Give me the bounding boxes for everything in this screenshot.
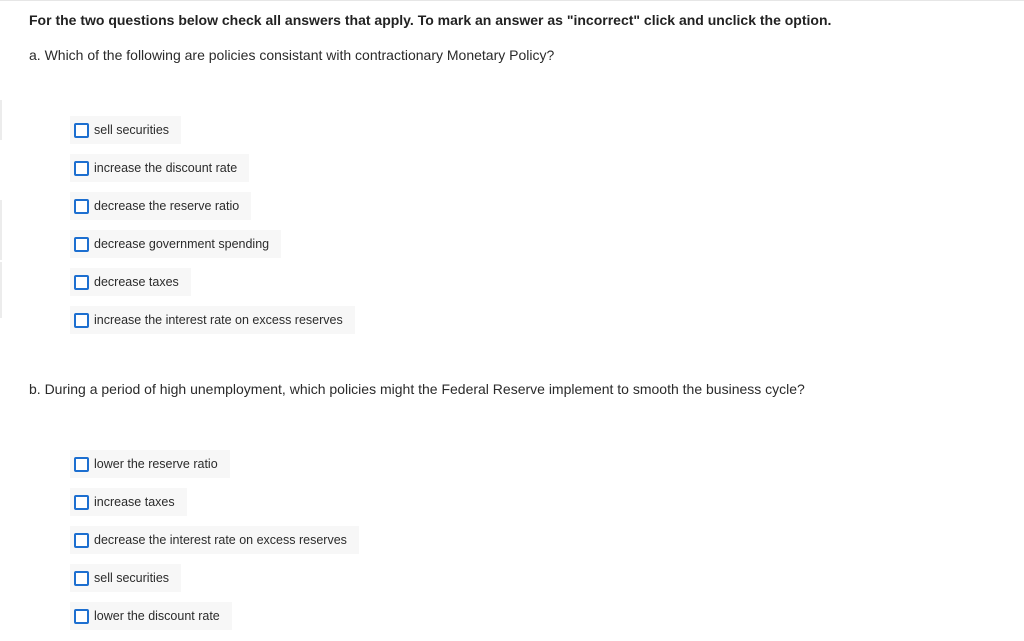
option-b-increase-taxes[interactable] [70,488,187,516]
option-b-lower-reserve-ratio[interactable] [70,450,230,478]
option-label: increase the interest rate on excess reserves [94,313,343,327]
option-a-decrease-taxes[interactable] [70,268,191,296]
option-label: decrease government spending [94,237,270,251]
option-label: lower the reserve ratio [94,457,218,471]
left-divider [0,100,2,140]
checkbox-icon[interactable] [74,609,89,624]
checkbox-icon[interactable] [74,533,89,548]
option-label: decrease the interest rate on excess reserves [94,533,347,547]
option-label: decrease taxes [94,275,179,289]
checkbox-icon[interactable] [74,457,89,472]
option-a-sell-securities[interactable] [70,116,181,144]
option-b-sell-securities[interactable] [70,564,181,592]
checkbox-icon[interactable] [74,495,89,510]
instructions-text: For the two questions below check all answers that apply. To mark an answer as "incorrect" click and unclick the option. [29,12,832,28]
option-a-increase-interest-excess-reserves[interactable] [70,306,355,334]
checkbox-icon[interactable] [74,199,89,214]
checkbox-icon[interactable] [74,275,89,290]
checkbox-icon[interactable] [74,571,89,586]
top-divider [0,0,1024,1]
option-a-increase-discount-rate[interactable] [70,154,249,182]
question-a-prompt: a. Which of the following are policies consistant with contractionary Monetary Policy? [29,47,555,63]
left-divider [0,262,2,318]
question-b-prompt: b. During a period of high unemployment, which policies might the Federal Reserve implement to smooth the business cycle? [29,381,805,397]
option-b-lower-discount-rate[interactable] [70,602,232,630]
checkbox-icon[interactable] [74,123,89,138]
option-label: sell securities [94,571,170,585]
option-label: increase the discount rate [94,161,238,175]
option-label: lower the discount rate [94,609,220,623]
checkbox-icon[interactable] [74,237,89,252]
option-label: decrease the reserve ratio [94,199,240,213]
option-b-decrease-interest-excess-reserves[interactable] [70,526,359,554]
checkbox-icon[interactable] [74,313,89,328]
option-a-decrease-reserve-ratio[interactable] [70,192,251,220]
option-a-decrease-government-spending[interactable] [70,230,281,258]
left-divider [0,200,2,260]
option-label: sell securities [94,123,170,137]
option-label: increase taxes [94,495,175,509]
checkbox-icon[interactable] [74,161,89,176]
